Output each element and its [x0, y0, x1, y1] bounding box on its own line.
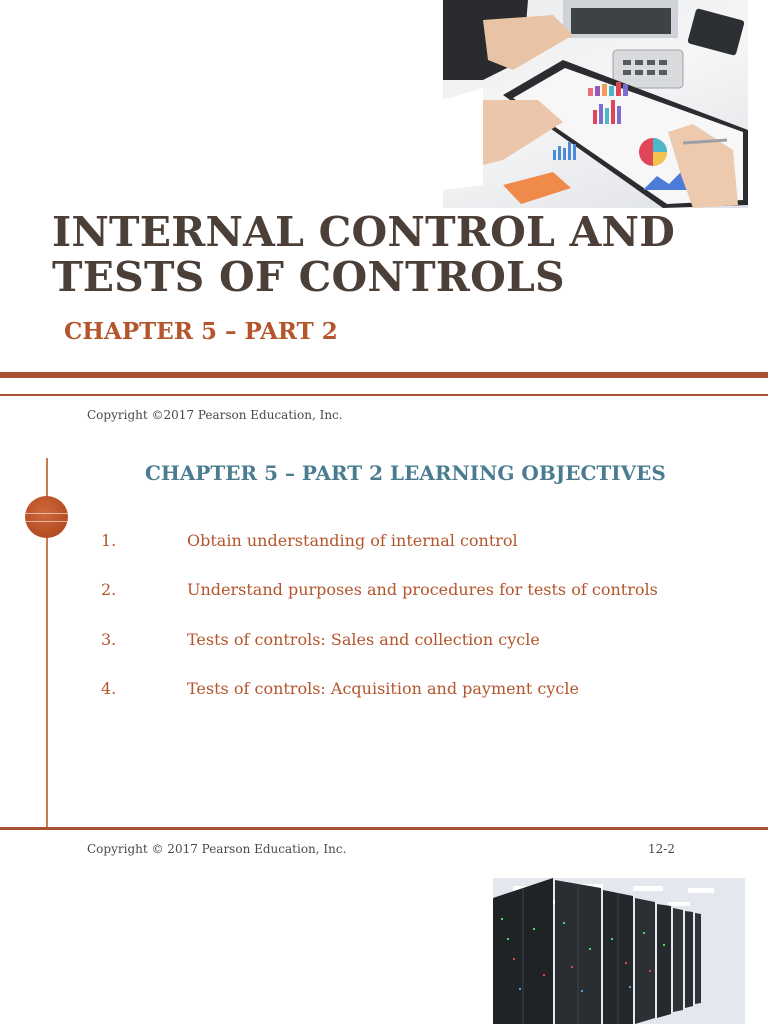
- objectives-heading: CHAPTER 5 – PART 2 LEARNING OBJECTIVES: [145, 461, 666, 485]
- objective-text: Obtain understanding of internal control: [187, 531, 518, 550]
- objective-number: 2.: [101, 580, 117, 599]
- server-room-photo: [493, 878, 745, 1024]
- copyright-notice: Copyright ©2017 Pearson Education, Inc.: [87, 408, 343, 422]
- objective-number: 1.: [101, 531, 117, 550]
- objective-item: [0, 529, 700, 553]
- objective-text: Tests of controls: Sales and collection cycle: [187, 630, 540, 649]
- title-line-1: INTERNAL CONTROL AND: [52, 208, 675, 256]
- business-charts-illustration: [443, 0, 748, 208]
- objective-number: 4.: [101, 679, 117, 698]
- footer-divider: [0, 827, 768, 830]
- objective-item: [0, 677, 700, 701]
- title-line-2: TESTS OF CONTROLS: [52, 253, 565, 301]
- divider-thick: [0, 372, 768, 378]
- divider-thin: [0, 394, 768, 396]
- objective-item: [0, 628, 700, 652]
- slide-subtitle: CHAPTER 5 – PART 2: [64, 318, 338, 345]
- footer-copyright: Copyright © 2017 Pearson Education, Inc.: [87, 842, 347, 856]
- slide-title: [52, 210, 692, 300]
- objective-item: [0, 578, 700, 602]
- business-charts-photo: [443, 0, 748, 208]
- page-number: 12-2: [648, 842, 675, 856]
- server-racks-illustration: [493, 878, 745, 1024]
- objective-text: Tests of controls: Acquisition and payment cycle: [187, 679, 579, 698]
- objective-number: 3.: [101, 630, 117, 649]
- objective-text: Understand purposes and procedures for tests of controls: [187, 580, 658, 599]
